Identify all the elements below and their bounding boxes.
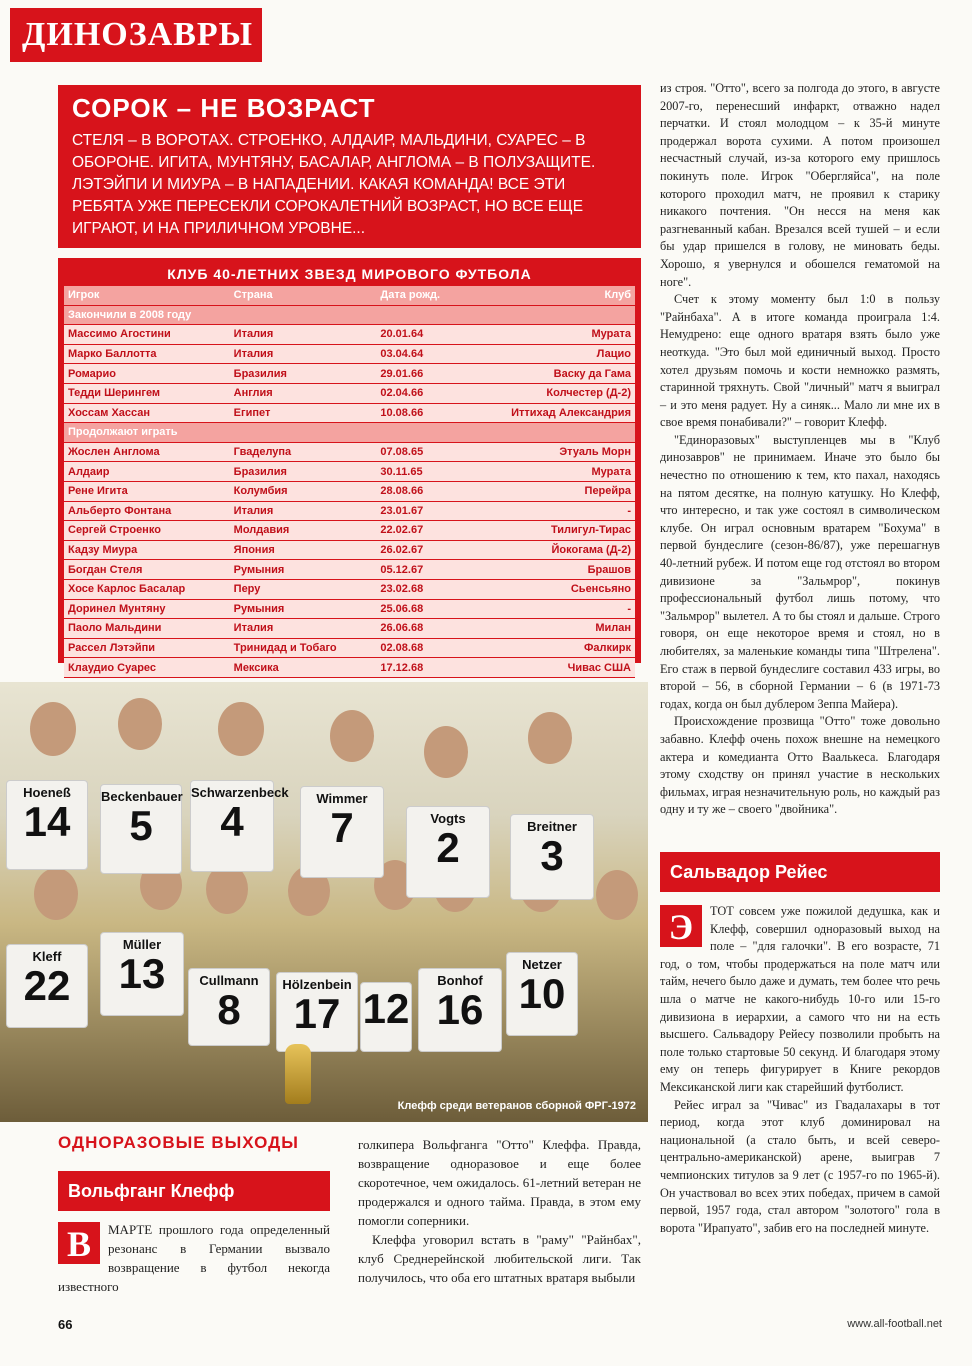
birthdate-cell: 10.08.66	[376, 403, 465, 423]
reyes-paragraph: Рейес играл за "Чивас" из Гвадалахары в тот период, когда этот клуб доминировал на национальной (а стало быть, и всей северо-центрально-американской) арене, выиграв 7 чемпионских титулов за 9 лет (с 1957-го по 1965-й). Он участвовал во всех этих победах, причем в самой первой, 1957 года, стал автором "золотого" гола в ворота "Ирапуато", забив его на последней минуте.	[660, 1097, 940, 1235]
person-head	[34, 868, 78, 920]
player-cell: Клаудио Суарес	[64, 658, 230, 678]
table-row	[64, 403, 635, 423]
person-head	[30, 702, 76, 756]
col-header-player: Игрок	[64, 286, 230, 305]
person-head	[596, 870, 638, 920]
table-row	[64, 481, 635, 501]
birthdate-cell: 30.11.65	[376, 462, 465, 482]
country-cell: Бразилия	[230, 462, 377, 482]
person-head	[528, 712, 572, 764]
reyes-paragraph: ТОТ совсем уже пожилой дедушка, как и Клефф, совершил одноразовый выход на поле – "для галочки". В его возрасте, 71 год, о том, чтобы продержаться на поле матч или тайм, нечего было даже и думать, тем более что речь шла о матче не какого-нибудь 10-го или 15-го дивизиона в иерархии, а самого что ни на есть высшего. Сальвадору Рейесу позволили пробыть на поле только стартовые 50 секунд. И благодаря этому ему он теперь фигурирует в Книге рекордов Мексиканской лиги как старейший футболист.	[660, 904, 940, 1094]
player-cell: Хоссам Хассан	[64, 403, 230, 423]
jersey: Netzer 10	[506, 952, 578, 1036]
club-cell: Лацио	[466, 344, 635, 364]
table-group-row	[64, 423, 635, 443]
country-cell: Колумбия	[230, 481, 377, 501]
club-cell: Мурата	[466, 462, 635, 482]
birthdate-cell: 02.04.66	[376, 383, 465, 403]
jersey: Vogts 2	[406, 806, 490, 898]
group-label: Закончили в 2008 году	[64, 305, 635, 325]
table-row	[64, 619, 635, 639]
world-cup-trophy	[285, 1044, 311, 1104]
reyes-name-bar: Сальвадор Рейес	[660, 852, 940, 892]
country-cell: Бразилия	[230, 364, 377, 384]
table-row	[64, 521, 635, 541]
player-cell: Паоло Мальдини	[64, 619, 230, 639]
country-cell: Румыния	[230, 560, 377, 580]
birthdate-cell: 07.08.65	[376, 442, 465, 462]
col-header-country: Страна	[230, 286, 377, 305]
dropcap: В	[58, 1222, 100, 1264]
player-cell: Кадзу Миура	[64, 540, 230, 560]
birthdate-cell: 20.01.64	[376, 325, 465, 345]
jersey: Beckenbauer 5	[100, 784, 182, 874]
country-cell: Италия	[230, 619, 377, 639]
kleff-paragraph: из строя. "Отто", всего за полгода до этого, в августе 2007-го, перенесший инфаркт, отважно надел перчатки. И стоял молодцом – к 35-й минуте продержал ворота сухими. А потом произошел несчастный случай, из-за которого ему пришлось покинуть поле. Игрок "Обергляйса", на поле которого проходил матч, не проявил к старику никакого почтения. "Он несся на меня как разгневанный кабан. Врезался всей тушей – и если бы удар пришелся в голову, не миновать беды. Хорошо, я увернулся и обошелся гематомой на ноге".	[660, 81, 940, 289]
country-cell: Италия	[230, 325, 377, 345]
team-photo	[0, 682, 648, 1122]
jersey: Wimmer 7	[300, 786, 384, 878]
table-row	[64, 540, 635, 560]
birthdate-cell: 23.01.67	[376, 501, 465, 521]
photo-caption: Клефф среди ветеранов сборной ФРГ-1972	[397, 1100, 636, 1112]
table-row	[64, 599, 635, 619]
birthdate-cell: 26.02.67	[376, 540, 465, 560]
country-cell: Тринидад и Тобаго	[230, 638, 377, 658]
birthdate-cell: 28.08.66	[376, 481, 465, 501]
country-cell: Гваделупа	[230, 442, 377, 462]
headline-box	[58, 85, 641, 248]
site-url: www.all-football.net	[847, 1318, 942, 1330]
jersey: Breitner 3	[510, 814, 594, 900]
country-cell: Румыния	[230, 599, 377, 619]
kleff-paragraph: МАРТЕ прошлого года определенный резонанс в Германии вызвало возвращение в футбол некогда известного	[58, 1222, 330, 1294]
col-header-birthdate: Дата рожд.	[376, 286, 465, 305]
country-cell: Молдавия	[230, 521, 377, 541]
table-row	[64, 462, 635, 482]
player-cell: Сергей Строенко	[64, 521, 230, 541]
page-number: 66	[58, 1317, 73, 1332]
col-header-club: Клуб	[466, 286, 635, 305]
kleff-paragraph: "Единоразовых" выступленцев мы в "Клуб динозавров" не принимаем. Иначе это было бы нечестно по отношению к тем, кто пахал, находясь на пятом десятке, на полную катушку. Но Клефф, что интересно, и так уже состоял в символическом клубе. Он играл основным вратарем "Бохума" в первой бундеслиге (сезон-86/87), уже перешагнув 40-летний рубеж. И потом еще год отстоял во втором дивизионе за "Зальмрор", покинув профессиональный футбол лишь потому, что "Зальмрор" вылетел. А то бы стоял и дальше. Строго говоря, он еще некоторое время и стоял, но в любителях, за маленькие команды типа "Штрелена". Его стаж в первой бундеслиге составил 433 игры, во второй – 56, в сборной Германии – 6 (в 1971-73 годах, когда он был дублером Зеппа Майера).	[660, 432, 940, 711]
country-cell: Англия	[230, 383, 377, 403]
person-head	[118, 698, 162, 750]
kleff-paragraph: Клеффа уговорил встать в "раму" "Райнбах", клуб Среднерейнской любительской лиги. Так получилось, что оба его штатных вратаря выбыли	[358, 1232, 641, 1285]
birthdate-cell: 25.06.68	[376, 599, 465, 619]
jersey: Bonhof 16	[418, 968, 502, 1052]
article-title: СОРОК – НЕ ВОЗРАСТ	[72, 93, 376, 123]
country-cell: Египет	[230, 403, 377, 423]
table-title: КЛУБ 40-ЛЕТНИХ ЗВЕЗД МИРОВОГО ФУТБОЛА	[167, 266, 532, 282]
player-cell: Хосе Карлос Басалар	[64, 579, 230, 599]
stars-table-box	[58, 258, 641, 674]
jersey: Cullmann 8	[188, 968, 270, 1046]
club-cell: Фалкирк	[466, 638, 635, 658]
player-cell: Доринел Мунтяну	[64, 599, 230, 619]
table-row	[64, 638, 635, 658]
kleff-col3	[660, 80, 940, 819]
jersey: 12	[360, 982, 412, 1052]
player-cell: Альберто Фонтана	[64, 501, 230, 521]
birthdate-cell: 22.02.67	[376, 521, 465, 541]
kleff-paragraph: голкипера Вольфганга "Отто" Клеффа. Правда, возвращение одноразовое и еще более скоротечное, чем ожидалось. 61-летний ветеран не продержался и одного тайма. Правда, в этом ему помогли соперники.	[358, 1137, 641, 1228]
club-cell: Тилигул-Тирас	[466, 521, 635, 541]
player-cell: Жослен Англома	[64, 442, 230, 462]
birthdate-cell: 17.12.68	[376, 658, 465, 678]
table-row	[64, 658, 635, 678]
birthdate-cell: 26.06.68	[376, 619, 465, 639]
section-heading: ОДНОРАЗОВЫЕ ВЫХОДЫ	[58, 1133, 299, 1152]
player-cell: Ромарио	[64, 364, 230, 384]
club-cell: Мурата	[466, 325, 635, 345]
club-cell: Сьенсьяно	[466, 579, 635, 599]
table-row	[64, 560, 635, 580]
person-head	[218, 702, 264, 756]
stars-table	[64, 286, 635, 678]
kleff-col1	[58, 1220, 330, 1296]
club-cell: Иттихад Александрия	[466, 403, 635, 423]
person-head	[330, 710, 374, 762]
country-cell: Италия	[230, 501, 377, 521]
table-row	[64, 364, 635, 384]
player-cell: Тедди Шерингем	[64, 383, 230, 403]
table-row	[64, 344, 635, 364]
club-cell: Йокогама (Д-2)	[466, 540, 635, 560]
player-cell: Богдан Стеля	[64, 560, 230, 580]
player-cell: Рассел Лэтэйпи	[64, 638, 230, 658]
kleff-name-bar: Вольфганг Клефф	[58, 1171, 330, 1211]
club-cell: -	[466, 501, 635, 521]
table-row	[64, 442, 635, 462]
club-cell: Чивас США	[466, 658, 635, 678]
birthdate-cell: 29.01.66	[376, 364, 465, 384]
country-cell: Мексика	[230, 658, 377, 678]
jersey: Schwarzenbeck 4	[190, 780, 274, 872]
birthdate-cell: 23.02.68	[376, 579, 465, 599]
birthdate-cell: 03.04.64	[376, 344, 465, 364]
jersey: Hoeneß 14	[6, 780, 88, 870]
country-cell: Италия	[230, 344, 377, 364]
player-cell: Рене Игита	[64, 481, 230, 501]
kleff-col2	[358, 1135, 641, 1287]
club-cell: -	[466, 599, 635, 619]
club-cell: Милан	[466, 619, 635, 639]
article-lead: СТЕЛЯ – В ВОРОТАХ. СТРОЕНКО, АЛДАИР, МАЛЬДИНИ, СУАРЕС – В ОБОРОНЕ. ИГИТА, МУНТЯНУ, БАСАЛАР, АНГЛОМА – В ПОЛУЗАЩИТЕ. ЛЭТЭЙПИ И МИУРА – В НАПАДЕНИИ. КАКАЯ КОМАНДА! ВСЕ ЭТИ РЕБЯТА УЖЕ ПЕРЕСЕКЛИ СОРОКАЛЕТНИЙ ВОЗРАСТ, НО ВСЕ ЕЩЕ ИГРАЮТ, И НА ПРИЛИЧНОМ УРОВНЕ...	[72, 132, 596, 237]
dropcap: Э	[660, 905, 702, 947]
group-label: Продолжают играть	[64, 423, 635, 443]
club-cell: Васку да Гама	[466, 364, 635, 384]
table-row	[64, 325, 635, 345]
club-cell: Колчестер (Д-2)	[466, 383, 635, 403]
birthdate-cell: 02.08.68	[376, 638, 465, 658]
birthdate-cell: 05.12.67	[376, 560, 465, 580]
jersey: Müller 13	[100, 932, 184, 1016]
kleff-paragraph: Происхождение прозвища "Отто" тоже довольно забавно. Клефф очень похож внешне на немецкого актера и комедианта Отто Ваалькеса. Благодаря этому сходству он принял участие в нескольких фильмах, играя незначительную роль, но каждый раз одну и ту же – своего "двойника".	[660, 714, 940, 817]
club-cell: Этуаль Морн	[466, 442, 635, 462]
section-tag: ДИНОЗАВРЫ	[10, 8, 262, 62]
table-row	[64, 501, 635, 521]
table-group-row	[64, 305, 635, 325]
club-cell: Перейра	[466, 481, 635, 501]
player-cell: Марко Баллотта	[64, 344, 230, 364]
country-cell: Перу	[230, 579, 377, 599]
kleff-paragraph: Счет к этому моменту был 1:0 в пользу "Райнбаха". А в итоге команда проиграла 1:4. Немудрено: еще одного вратаря взять было уже неоткуда. "Это был мой единичный выход. Просто хотел друзьям помочь и кости немножко размять, старинной тряхнуть. Свой "личный" матч я выиграл – и это меня радует. Ну а синяк... Мало ли мне их в свое время понабивали?" – говорит Клефф.	[660, 292, 940, 430]
reyes-text	[660, 903, 940, 1237]
country-cell: Япония	[230, 540, 377, 560]
jersey: Hölzenbein 17	[276, 972, 358, 1052]
person-head	[424, 726, 468, 778]
jersey: Kleff 22	[6, 944, 88, 1028]
player-cell: Массимо Агостини	[64, 325, 230, 345]
club-cell: Брашов	[466, 560, 635, 580]
table-row	[64, 579, 635, 599]
player-cell: Алдаир	[64, 462, 230, 482]
table-row	[64, 383, 635, 403]
